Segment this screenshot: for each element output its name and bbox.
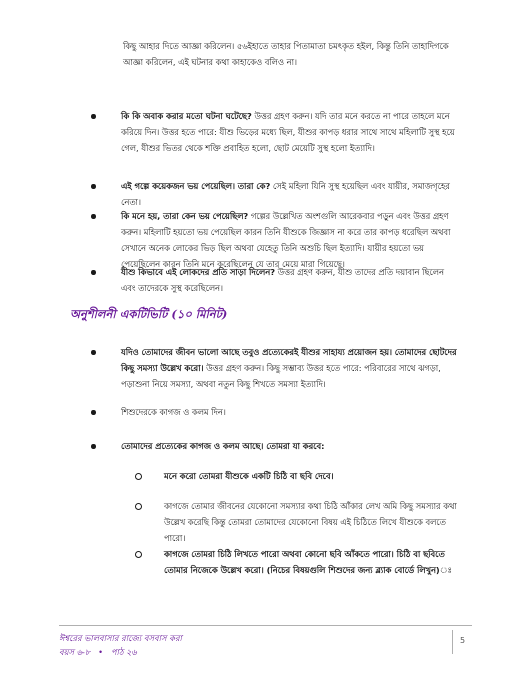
question-answer: উত্তর গ্রহণ করুন। যদি তার মনে করতে না পারে তাহলে মনে করিয়ে দিন। উত্তর হতে পারে: যীশু ভিড়ের মধ্যে ছিল, যীশুর কাপড় ধরার সাথে সাথে মহিলাটি সুস্থ হয়ে গেল, যীশুর ভিতর থেকে শক্তি প্রবাহিত হলো, ছোট মেয়েটি সুস্থ হলো ইত্যাদি। — [121, 111, 455, 153]
bullet-icon — [91, 214, 96, 219]
question-prompt: কি মনে হয়, তারা কেন ভয় পেয়েছিল? — [121, 211, 249, 221]
subitem-text — [164, 498, 464, 546]
footer-title: ঈশ্বরের ভালবাসার রাজ্যে বসবাস করা — [59, 633, 182, 643]
subitem-prompt: মনে করো তোমরা যীশুকে একটি চিঠি বা ছবি দেবে। — [164, 471, 334, 481]
footer-info — [59, 631, 182, 659]
activity-text — [121, 404, 461, 420]
circle-bullet-icon — [135, 551, 142, 558]
bullet-icon — [91, 270, 96, 275]
page-number: 5 — [460, 636, 466, 645]
activity-detail: উত্তর গ্রহণ করুন। কিছু সম্ভাব্য উত্তর হতে পারে: পরিবারের সাথে ঝগড়া, পড়াশুনা নিয়ে সমস্যা, অথবা নতুন কিছু শিখতে সমস্যা ইত্যাদি। — [121, 363, 441, 389]
subitem-detail: ঃ — [439, 565, 452, 575]
bullet-icon — [91, 184, 96, 189]
bullet-icon — [91, 350, 96, 355]
bullet-icon — [91, 114, 96, 119]
footer-lesson: বয়স ৬-৮ • পাঠ ২৬ — [59, 647, 137, 657]
circle-bullet-icon — [135, 503, 142, 510]
subitem-text — [164, 468, 464, 484]
activity-text — [121, 344, 461, 392]
subitem-detail: কাগজে তোমার জীবনের যেকোনো সমস্যার কথা চিঠি আঁকার লেখ অমি কিছু সমস্যার কথা উল্লেখ করেছি কিন্তু তোমরা তোমাদের যেকোনো বিষয় এই চিঠিতে লিখে যীশুকে বলতে পারো। — [164, 501, 457, 543]
question-answer: সেই মহিলা যিনি সুস্থ হয়েছিল এবং যায়ীর, সমাজগৃহের নেতা। — [121, 181, 450, 207]
activity-text — [121, 438, 461, 454]
question-prompt: কি কি অবাক করার মতো ঘটনা ঘটেছে? — [121, 111, 252, 121]
activity-prompt: যদিও তোমাদের জীবন ভালো আছে তবুও প্রত্যেকেরই যীশুর সাহায্য প্রয়োজন হয়। তোমাদের ছোটদের কিছু সমস্যা উল্লেখ করো। — [121, 347, 457, 373]
subitem-text — [164, 546, 464, 578]
bullet-icon — [91, 444, 96, 449]
question-answer: গল্পের উল্লেখিত অংশগুলি আরেকবার পড়ুন এবং উত্তর গ্রহণ করুন। মহিলাটি হয়তো ভয় পেয়েছিল কারন তিনি যীশুকে জিজ্ঞাস না করে তার কাপড় ধরেছিল অথবা সেখানে অনেক লোকের ভিড় ছিল অথবা যেহেতু তিনি অশুচি ছিল ইত্যাদি। যায়ীর হয়তো ভয় পেয়েছিলেন কারন তিনি মনে করেছিলেন যে তার মেয়ে মারা গিয়েছে। — [121, 211, 451, 269]
question-prompt: এই গল্পে কয়েকজন ভয় পেয়েছিল। তারা কে? — [121, 181, 271, 191]
intro-paragraph: কিছু আহার দিতে আজ্ঞা করিলেন। ৫৬ইহাতে তাহার পিতামাতা চমৎকৃত হইল, কিন্তু তিনি তাহাদিগকে আজ্ঞা করিলেন, এই ঘটনার কথা কাহাকেও বলিও না। — [123, 41, 449, 67]
question-text — [121, 264, 461, 296]
question-prompt: যীশু কিভাবে এই লোকদের প্রতি সাড়া দিলেন? — [121, 267, 276, 277]
footer-separator — [452, 630, 453, 654]
question-answer: উত্তর গ্রহণ করুন, যীশু তাদের প্রতি দয়াবান ছিলেন এবং তাদেরকে সুস্থ করেছিলেন। — [121, 267, 444, 293]
question-text — [121, 208, 461, 272]
activity-heading: অনুশীলনী একটিভিটি (১০ মিনিট) — [70, 307, 228, 321]
subitem-prompt: কাগজে তোমরা চিঠি লিখতে পারো অথবা কোনো ছবি আঁকতে পারো। চিঠি বা ছবিতে তোমার নিজেকে উল্লেখ করো। (নিচের বিষয়গুলি শিশুদের জন্য ব্ল্যাক বোর্ডে লিখুন) — [164, 549, 445, 575]
activity-detail: শিশুদেরকে কাগজ ও কলম দিন। — [121, 407, 226, 417]
question-text — [121, 108, 461, 156]
circle-bullet-icon — [135, 473, 142, 480]
footer-divider — [59, 625, 472, 626]
question-text — [121, 178, 461, 210]
bullet-icon — [91, 410, 96, 415]
activity-prompt: তোমাদের প্রত্যেকের কাগজ ও কলম আছে। তোমরা যা করবে: — [121, 441, 325, 451]
